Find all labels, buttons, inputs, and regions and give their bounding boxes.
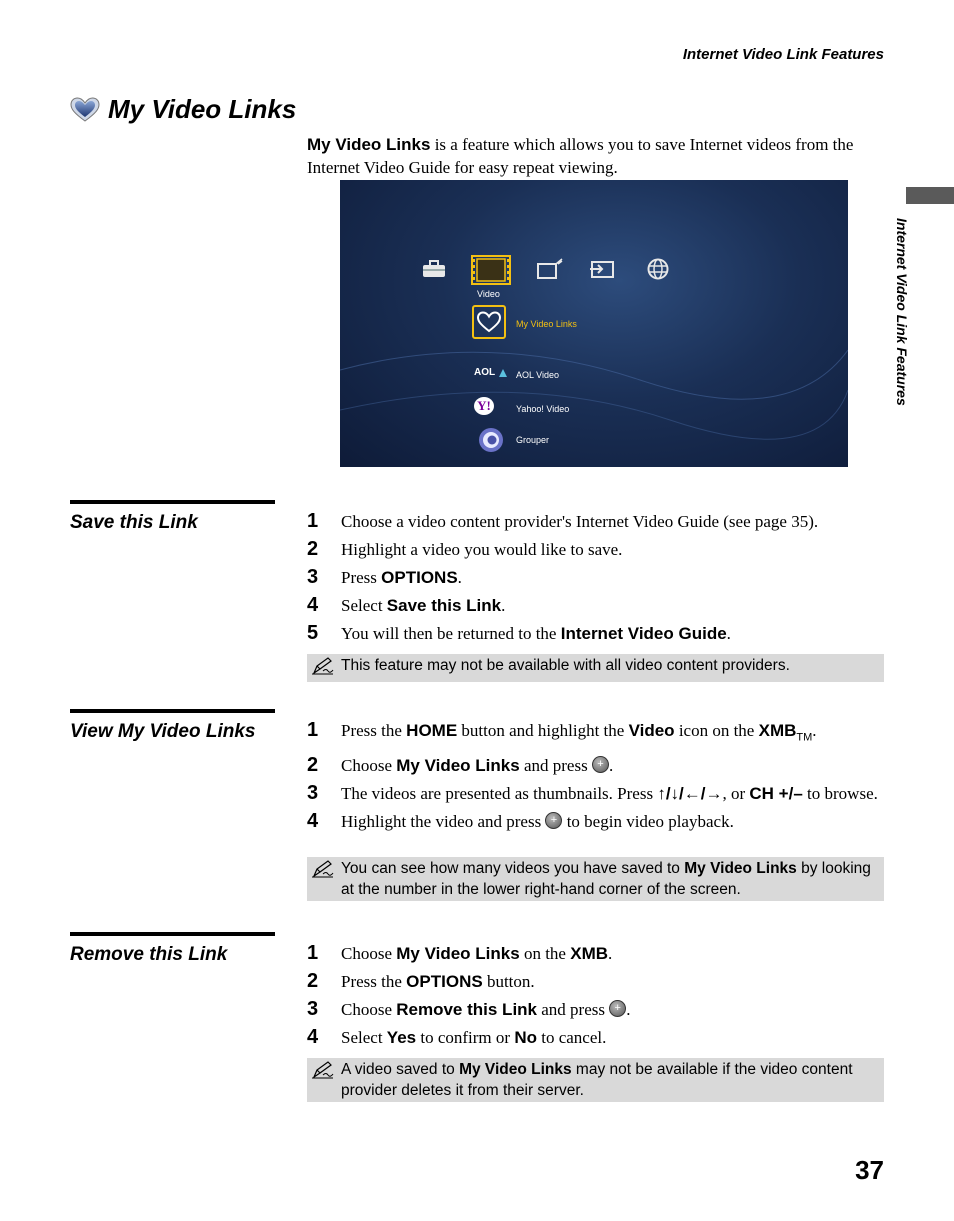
step <box>307 810 887 833</box>
intro-paragraph <box>307 133 887 179</box>
heart-outline-icon <box>474 307 504 337</box>
step-number: 5 <box>307 622 319 644</box>
page-title: My Video Links <box>108 94 297 124</box>
pencil-note-icon <box>311 1061 335 1079</box>
step <box>307 719 887 749</box>
yahoo-logo-text: Y! <box>474 397 494 415</box>
pencil-note-icon <box>311 657 335 675</box>
toolbox-icon <box>422 259 446 279</box>
yahoo-logo <box>474 397 504 417</box>
step-number: 3 <box>307 782 319 805</box>
page-title-block <box>70 94 296 125</box>
note-view <box>307 857 884 901</box>
step <box>307 970 887 993</box>
pencil-note-icon <box>311 860 335 878</box>
step-number: 1 <box>307 510 319 532</box>
menu-item-highlight[interactable] <box>472 305 506 339</box>
enter-button-icon <box>545 812 562 829</box>
note-save <box>307 654 884 682</box>
step-text: Highlight the video and press + to begin video playback. <box>341 810 734 833</box>
step <box>307 538 887 561</box>
xmb-category-label: Video <box>477 289 500 299</box>
step-text: Select Yes to confirm or No to cancel. <box>341 1028 607 1047</box>
step <box>307 754 887 777</box>
step <box>307 998 887 1021</box>
step-number: 1 <box>307 942 319 964</box>
step-number: 3 <box>307 566 319 588</box>
menu-item-label-0[interactable]: My Video Links <box>516 319 577 329</box>
menu-item-label-1[interactable]: AOL Video <box>516 370 560 380</box>
enter-button-icon <box>609 1000 626 1017</box>
step-text: Choose My Video Links on the XMB. <box>341 944 613 963</box>
enter-button-icon <box>592 756 609 773</box>
step <box>307 782 887 805</box>
step-text: Choose a video content provider's Internet Video Guide (see page 35). <box>341 512 819 531</box>
step-text: You will then be returned to the Internet Video Guide. <box>341 624 731 643</box>
xmb-wave-decoration <box>340 180 848 467</box>
page-number: 37 <box>855 1155 884 1185</box>
globe-icon <box>647 258 669 280</box>
steps-view <box>307 719 887 838</box>
step <box>307 594 887 617</box>
aol-triangle-icon <box>498 368 508 378</box>
side-tab-label: Internet Video Link Features <box>894 218 910 406</box>
menu-item-label-2[interactable]: Yahoo! Video <box>516 404 570 414</box>
section-heading-view: View My Video Links <box>70 709 275 743</box>
menu-item-label-3[interactable]: Grouper <box>516 435 550 445</box>
note-remove <box>307 1058 884 1102</box>
step-number: 2 <box>307 538 319 560</box>
heart-icon <box>70 97 100 123</box>
film-strip-icon <box>471 255 511 285</box>
step-text: Choose Remove this Link and press +. <box>341 998 631 1021</box>
note-text: This feature may not be available with all video content providers. <box>341 657 790 674</box>
section-heading-remove: Remove this Link <box>70 932 275 966</box>
intro-text: is a feature which allows you to save Internet videos from the Internet Video Guide for easy repeat viewing. <box>307 135 854 177</box>
step <box>307 1026 887 1049</box>
aol-logo: AOL <box>474 367 496 378</box>
step <box>307 566 887 589</box>
intro-bold: My Video Links <box>307 135 431 154</box>
step-text: Highlight a video you would like to save. <box>341 540 623 559</box>
step-number: 1 <box>307 719 319 741</box>
section-heading-save: Save this Link <box>70 500 275 534</box>
step-number: 4 <box>307 1026 319 1048</box>
step-number: 2 <box>307 970 319 992</box>
steps-save <box>307 510 887 650</box>
note-text: A video saved to My Video Links may not be available if the video content provider deletes it from their server. <box>341 1061 853 1099</box>
step-text: Press the HOME button and highlight the Video icon on the $XMB_{TM}$. <box>341 721 817 744</box>
input-icon <box>589 259 615 279</box>
step-number: 2 <box>307 754 319 777</box>
step-number: 4 <box>307 594 319 616</box>
grouper-icon <box>478 427 504 453</box>
steps-remove <box>307 942 887 1054</box>
step-number: 3 <box>307 998 319 1020</box>
step-text: Press the OPTIONS button. <box>341 972 535 991</box>
step <box>307 622 887 645</box>
step-text: Choose My Video Links and press +. <box>341 754 613 777</box>
step <box>307 942 887 965</box>
step <box>307 510 887 533</box>
step-text: The videos are presented as thumbnails. Press ↑/↓/←/→, or CH +/– to browse. <box>341 784 878 804</box>
step-number: 4 <box>307 810 319 833</box>
tv-icon <box>537 258 563 280</box>
note-text: You can see how many videos you have saved to My Video Links by looking at the number in the lower right-hand corner of the screen. <box>341 860 871 898</box>
side-tab-label-wrap <box>894 218 918 448</box>
step-text: Press OPTIONS. <box>341 568 462 587</box>
step-text: Select Save this Link. <box>341 596 506 615</box>
side-tab-bar <box>906 187 954 204</box>
arrow-keys-icon: ↑/↓/←/→ <box>657 784 723 804</box>
xmb-screenshot <box>340 180 848 467</box>
running-header: Internet Video Link Features <box>682 46 884 63</box>
